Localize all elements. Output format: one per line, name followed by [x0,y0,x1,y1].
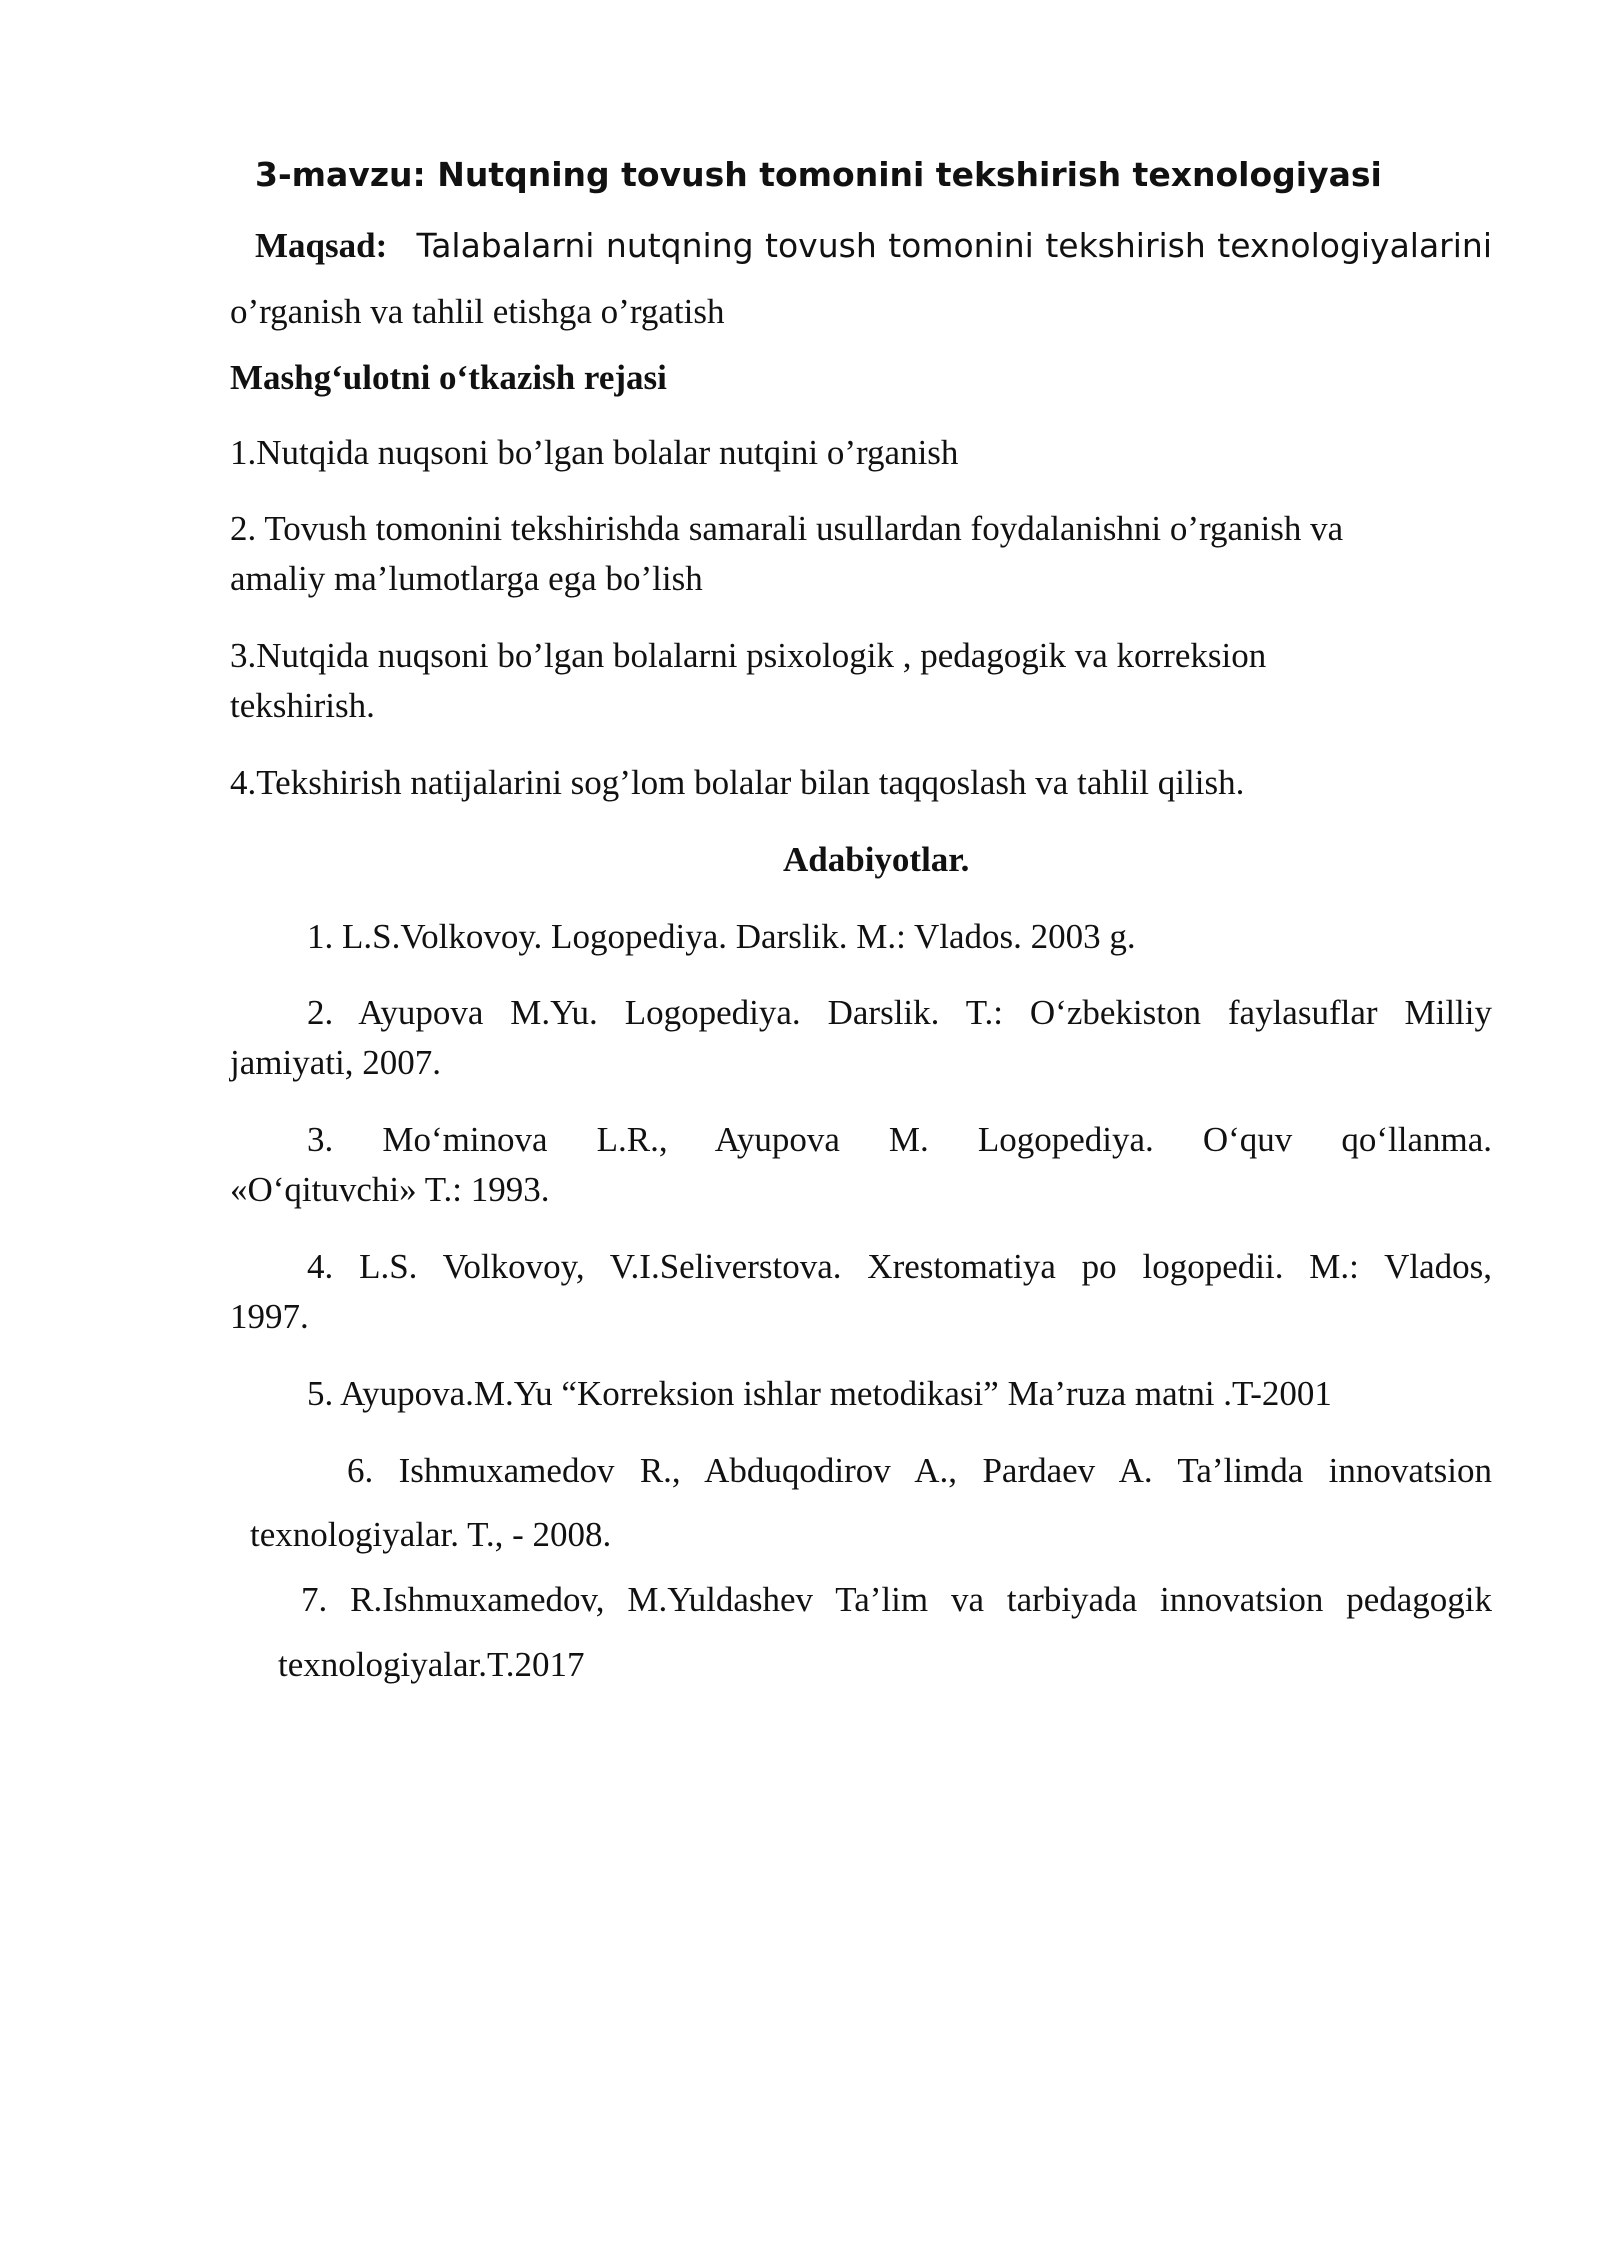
goal-line-2: o’rganish va tahlil etishga o’rgatish [230,292,725,331]
plan-item-2-line1: 2. Tovush tomonini tekshirishda samarali usullardan foydalanishni o’rganish va [230,509,1344,548]
literature-item-7-line2: texnologiyalar.T.2017 [278,1645,585,1684]
topic-title [255,156,1382,194]
literature-item-2-line1: 2. Ayupova M.Yu. Logopediya. Darslik. T.: O‘zbekiston faylasuflar Milliy [307,993,1492,1032]
literature-item-4-line2: 1997. [230,1297,309,1336]
literature-item-2-line2: jamiyati, 2007. [230,1043,441,1082]
literature-item-6-line1: 6. Ishmuxamedov R., Abduqodirov A., Pardaev A. Ta’limda innovatsion [347,1451,1492,1490]
literature-item-4-line1: 4. L.S. Volkovoy, V.I.Seliverstova. Xrestomatiya po logopedii. M.: Vlados, [307,1247,1492,1286]
goal-line-1 [255,226,1492,267]
goal-text-line1: Talabalarni nutqning tovush tomonini tekshirish texnologiyalarini [416,226,1493,265]
literature-item-3-line2: «O‘qituvchi» T.: 1993. [230,1170,550,1209]
literature-item-5: 5. Ayupova.M.Yu “Korreksion ishlar metodikasi” Ma’ruza matni .T-2001 [307,1374,1332,1413]
plan-item-2-line2: amaliy ma’lumotlarga ega bo’lish [230,559,703,598]
literature-item-6-line2: texnologiyalar. T., - 2008. [250,1515,612,1554]
plan-item-4: 4.Tekshirish natijalarini sog’lom bolalar bilan taqqoslash va tahlil qilish. [230,763,1245,802]
literature-heading: Adabiyotlar. [783,840,970,879]
goal-label: Maqsad: [255,226,388,265]
literature-item-7-line1: 7. R.Ishmuxamedov, M.Yuldashev Ta’lim va tarbiyada innovatsion pedagogik [301,1580,1492,1619]
literature-item-3-line1: 3. Mo‘minova L.R., Ayupova M. Logopediya. O‘quv qo‘llanma. [307,1120,1492,1159]
plan-heading: Mashg‘ulotni o‘tkazish rejasi [230,358,667,397]
topic-title-text: 3-mavzu: Nutqning tovush tomonini tekshirish texnologiyasi [255,155,1382,194]
literature-item-1: 1. L.S.Volkovoy. Logopediya. Darslik. M.: Vlados. 2003 g. [307,917,1136,956]
plan-item-3-line2: tekshirish. [230,686,375,725]
plan-item-1: 1.Nutqida nuqsoni bo’lgan bolalar nutqini o’rganish [230,433,959,472]
plan-item-3-line1: 3.Nutqida nuqsoni bo’lgan bolalarni psixologik , pedagogik va korreksion [230,636,1267,675]
